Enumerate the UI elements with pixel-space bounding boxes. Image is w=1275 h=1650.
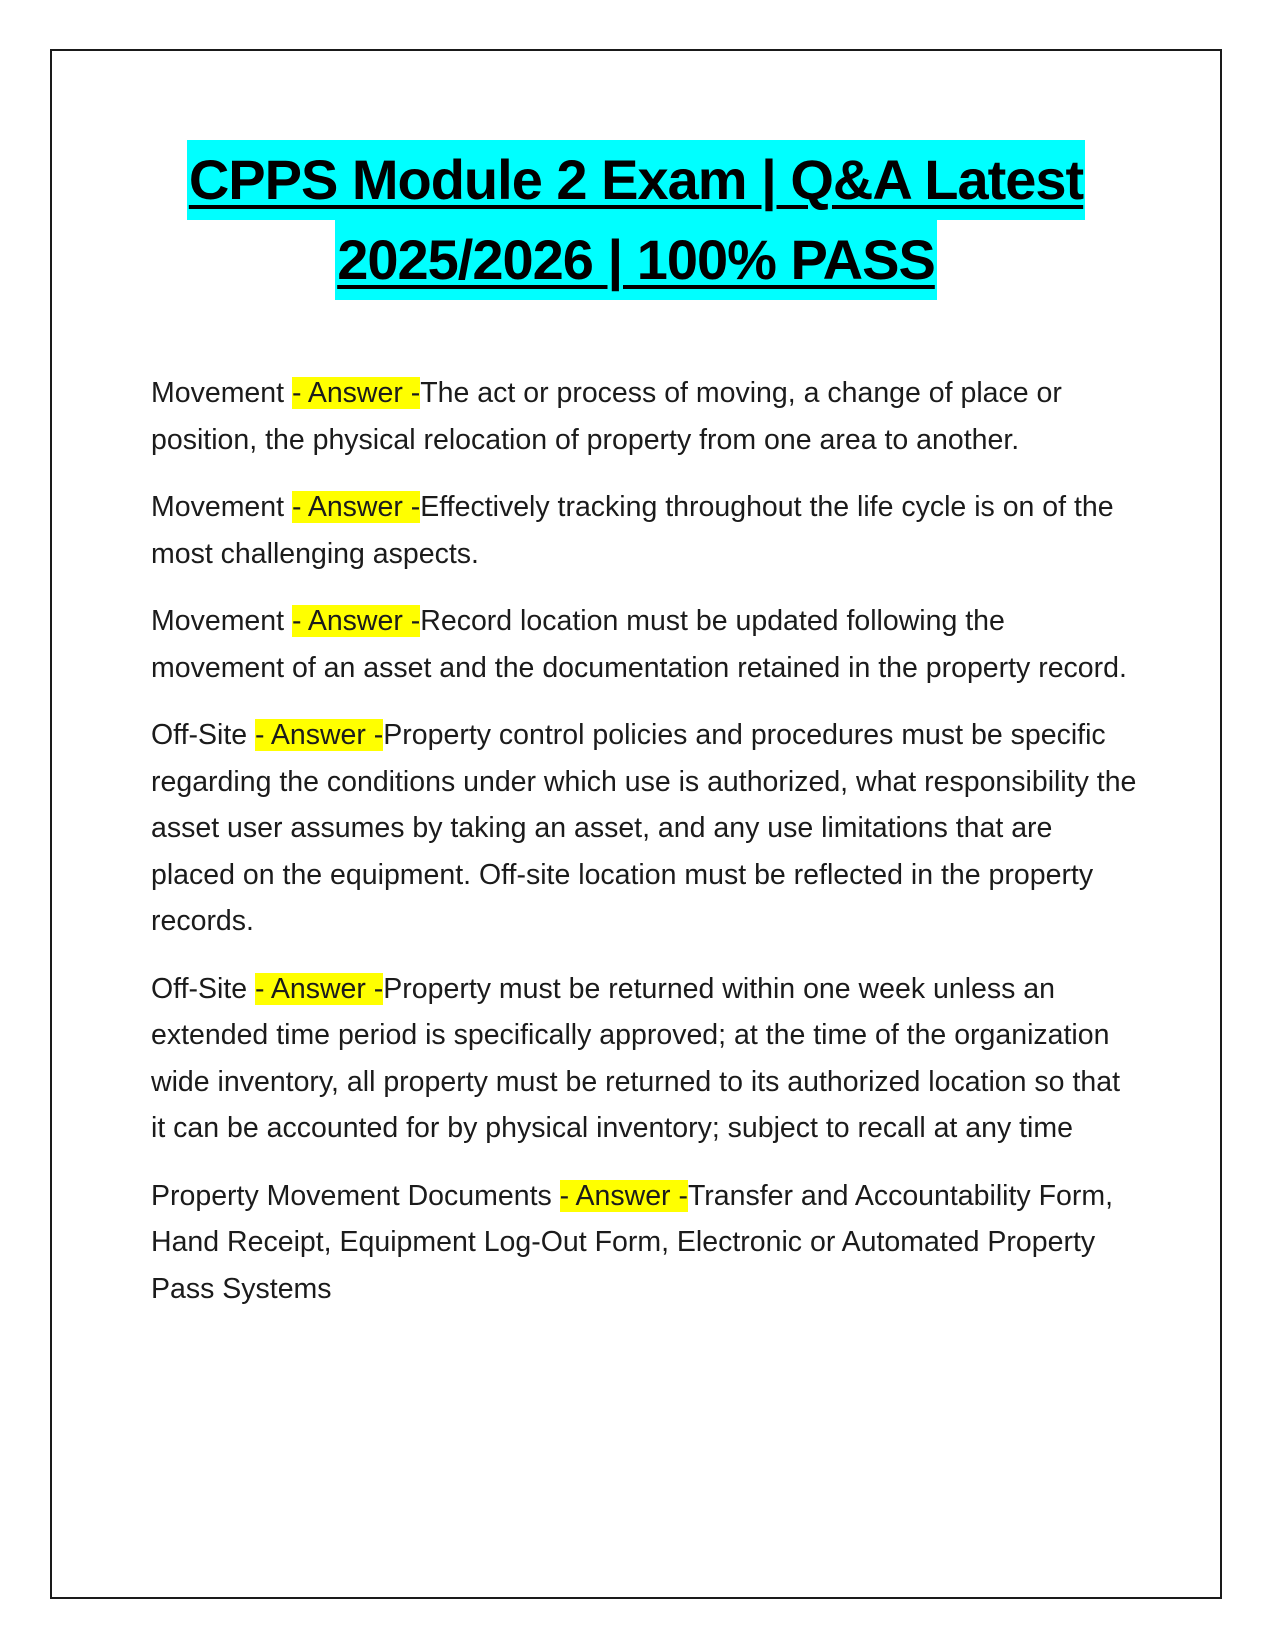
qa-answer: Effectively tracking throughout the life cycle is on of the most challenging aspects.: [151, 491, 1114, 570]
qa-term: Movement: [151, 377, 292, 409]
answer-separator: - Answer -: [291, 377, 421, 409]
qa-answer: The act or process of moving, a change of place or position, the physical relocation of property from one area to another.: [151, 377, 1062, 456]
qa-answer: Property control policies and procedures must be specific regarding the conditions under which use is authorized, what responsibility the asset user assumes by taking an asset, and any use limitations that are placed on the equipment. Off-site location must be reflected in the property records.: [151, 719, 1137, 937]
qa-item: [151, 712, 1141, 945]
answer-separator: - Answer -: [291, 605, 421, 637]
title-line-1: CPPS Module 2 Exam | Q&A Latest: [187, 140, 1085, 220]
qa-term: Off-Site: [151, 972, 256, 1005]
qa-term: Movement: [151, 491, 292, 523]
answer-separator: - Answer -: [291, 491, 421, 523]
document-title: [52, 140, 1220, 300]
qa-term: Off-Site: [151, 719, 256, 751]
qa-item: [151, 370, 1141, 463]
title-line-2: 2025/2026 | 100% PASS: [335, 220, 937, 300]
answer-separator: - Answer -: [255, 719, 384, 751]
qa-answer: Record location must be updated following the movement of an asset and the documentation retained in the property record.: [151, 605, 1127, 684]
qa-answer: Transfer and Accountability Form, Hand Receipt, Equipment Log-Out Form, Electronic or Automated Property Pass Systems: [151, 1179, 1113, 1305]
answer-separator: - Answer -: [559, 1179, 688, 1212]
qa-item: [151, 966, 1141, 1152]
qa-answer: Property must be returned within one week unless an extended time period is specifically approved; at the time of the organization wide inventory, all property must be returned to its authorized location so that it can be accounted for by physical inventory; subject to recall at any time: [151, 972, 1120, 1144]
qa-term: Movement: [151, 605, 292, 637]
qa-item: [151, 1173, 1141, 1313]
answer-separator: - Answer -: [255, 972, 384, 1005]
qa-term: Property Movement Documents: [151, 1179, 560, 1212]
qa-item: [151, 598, 1141, 691]
qa-list: [151, 370, 1141, 1333]
qa-item: [151, 484, 1141, 577]
